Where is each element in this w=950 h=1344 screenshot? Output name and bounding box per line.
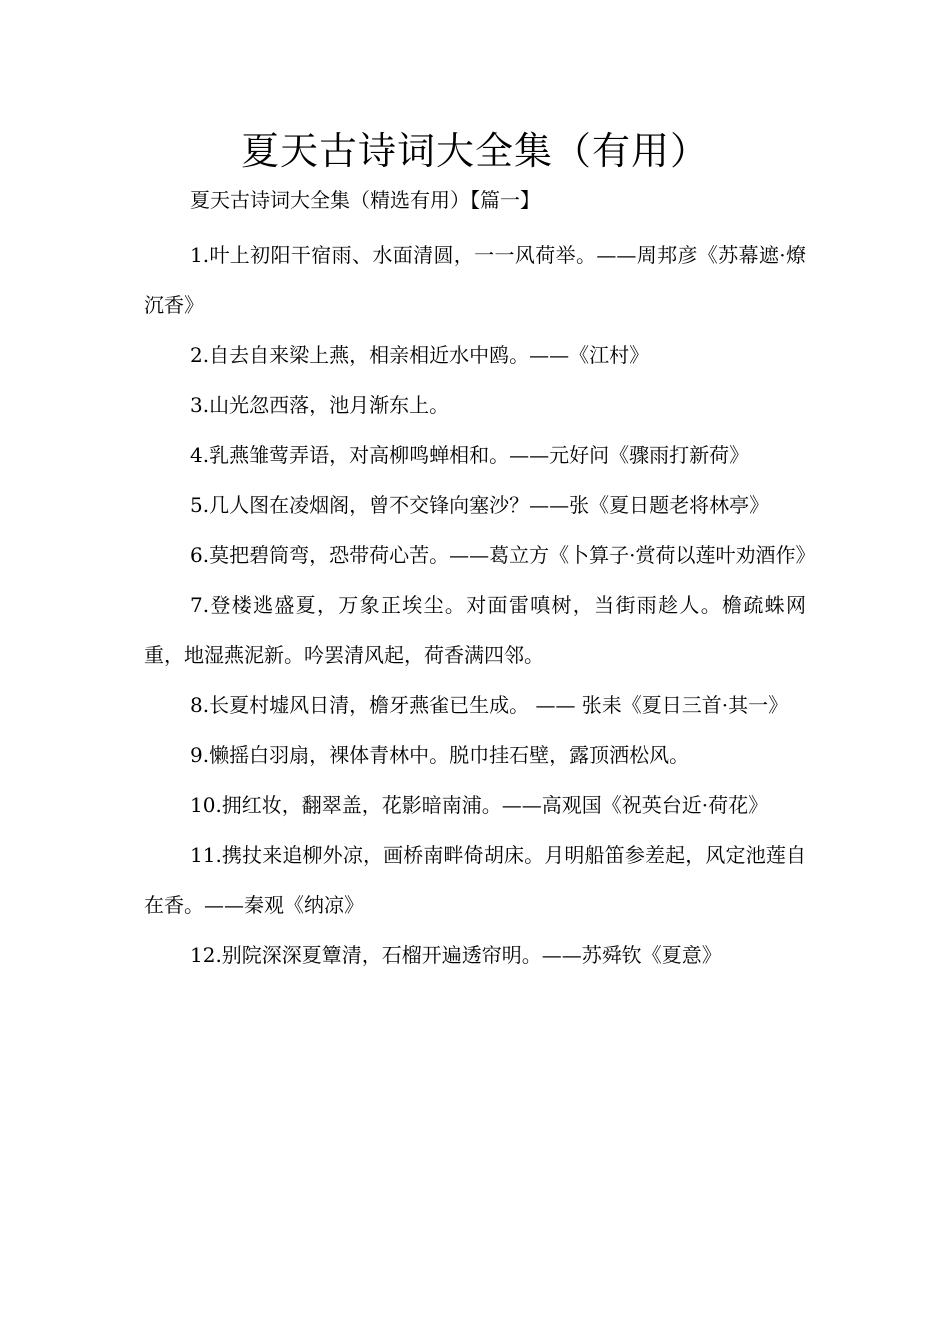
- poem-entry-11: 11.携扙来追柳外凉，画桥南畔倚胡床。月明船笛参差起，风定池莲自在香。——秦观《纳凉》: [144, 843, 806, 917]
- poem-entry-12: 12.别院深深夏簟清，石榴开遍透帘明。——苏舜钦《夏意》: [190, 943, 722, 967]
- poem-entry-9: 9.懒摇白羽扇，裸体青林中。脱巾挂石壁，露顶洒松风。: [190, 743, 690, 767]
- poem-entry-2: 2.自去自来梁上燕，相亲相近水中鸥。——《江村》: [190, 343, 650, 367]
- poem-entry-6: 6.莫把碧筒弯，恐带荷心苦。——葛立方《卜算子·赏荷以莲叶劝酒作》: [190, 543, 816, 567]
- poem-entry-5: 5.几人图在凌烟阁，曾不交锋向塞沙？——张《夏日题老将林亭》: [190, 493, 770, 517]
- section-heading: 夏天古诗词大全集（精选有用）【篇一】: [190, 188, 540, 212]
- poem-entry-7: 7.登楼逃盛夏，万象正埃尘。对面雷嗔树，当街雨趁人。檐疏蛛网重，地湿燕泥新。吟罢清风起，荷香满四邻。: [144, 593, 806, 667]
- poem-entry-8: 8.长夏村墟风日清，檐牙燕雀已生成。 —— 张耒《夏日三首·其一》: [190, 693, 789, 717]
- poem-entry-1: 1.叶上初阳干宿雨、水面清圆，一一风荷举。——周邦彦《苏幕遮·燎沉香》: [144, 243, 806, 317]
- poem-entry-10: 10.拥红妆，翻翠盖，花影暗南浦。——高观国《祝英台近·荷花》: [190, 793, 769, 817]
- page-title: 夏天古诗词大全集（有用）: [240, 129, 709, 173]
- poem-entry-4: 4.乳燕雏莺弄语，对高柳鸣蝉相和。——元好问《骤雨打新荷》: [190, 443, 750, 467]
- poem-list: [144, 230, 816, 980]
- poem-entry-3: 3.山光忽西落，池月渐东上。: [190, 393, 450, 417]
